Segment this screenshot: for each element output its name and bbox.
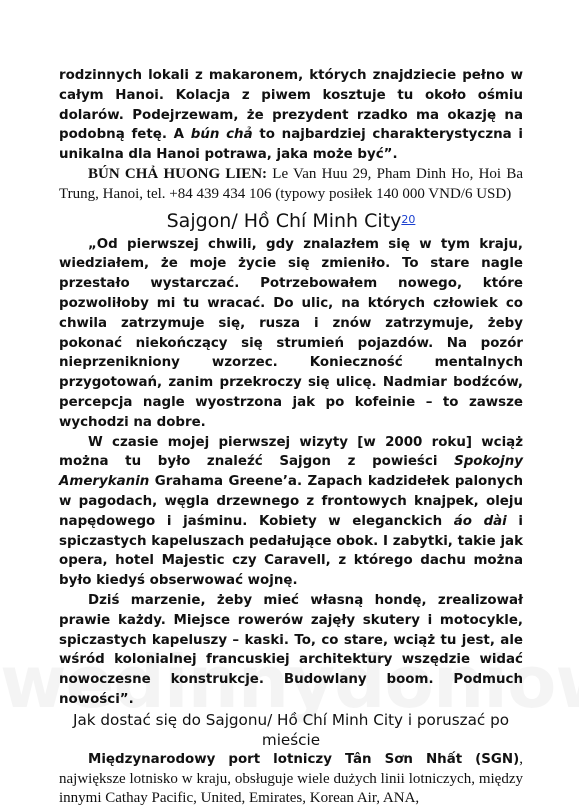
paragraph-top bbox=[59, 66, 523, 165]
text-run: , największe lotnisko w kraju, obsługuje wiele dużych linii lotniczych, między innymi Cathay Pacific, United, Emirates, Korean Air, ANA, bbox=[59, 750, 523, 807]
restaurant-entry bbox=[59, 165, 523, 205]
text-run: Grahama Greene’a. Zapach kadzidełek palonych w pagodach, węgla drzewnego z frontowych knajpek, oleju napędowego i jaśminu. Kobiety w eleganckich bbox=[59, 474, 523, 529]
airport-paragraph bbox=[59, 750, 523, 809]
restaurant-name: BÚN CHẢ HUONG LIEN: bbox=[88, 165, 268, 182]
text-run: W czasie mojej pierwszej wizyty [w 2000 roku] wciąż można tu było znaleźć Sajgon z powieści bbox=[59, 434, 523, 470]
quote-paragraph-2 bbox=[59, 433, 523, 591]
footnote-link[interactable]: 20 bbox=[401, 212, 416, 226]
quote-paragraph-1: „Od pierwszej chwili, gdy znalazłem się w tym kraju, wiedziałem, że moje życie się zmieniło. To stare nagle przestało wystarczać. Potrzebowałem nowego, które pozwoliłoby mi tu wracać. Do ulic, na których człowiek co chwila zatrzymuje się, rusza i znów zatrzymuje, żeby pokonać niekończący się strumień pojazdów. Na pozór nieprzenikniony wzorzec. Konieczność mentalnych przygotowań, zanim przekroczy się ulicę. Nadmiar bodźców, percepcja nagle wyostrzona jak po kofeinie – to zawsze wychodzi na dobre. bbox=[59, 236, 523, 430]
airport-name: Międzynarodowy port lotniczy Tân Sơn Nhất bbox=[88, 751, 463, 767]
section-heading bbox=[59, 208, 523, 235]
subheading: Jak dostać się do Sajgonu/ Hồ Chí Minh City i poruszać po mieście bbox=[72, 710, 510, 749]
restaurant-details: Le Van Huu 29, Pham Dinh Ho, Hoi Ba Trung, Hanoi, tel. +84 439 434 106 (typowy posiłek 140 000 VND/6 USD) bbox=[59, 165, 523, 202]
airport-code: (SGN) bbox=[462, 751, 520, 767]
heading-text: Sajgon/ Hồ Chí Minh City bbox=[166, 209, 402, 232]
text-run: rodzinnych lokali z makaronem, których znajdziecie pełno w całym Hanoi. Kolacja z piwem kosztuje tu około ośmiu dolarów. Podejrzewam, że prezydent rzadko ma okazję na podobną fetę. A bbox=[59, 68, 523, 143]
text-run: i spiczastych kapeluszach pedałujące obok. I zabytki, takie jak opera, hotel Majestic czy Caravell, z którego dachu można było kiedyś obserwować wojnę. bbox=[59, 513, 523, 589]
italic-term: bún chả bbox=[190, 127, 253, 143]
text-column bbox=[59, 66, 523, 809]
italic-term: áo dài bbox=[453, 513, 507, 529]
book-title: Spokojny Amerykanin bbox=[59, 454, 523, 490]
text-run: to najbardziej charakterystyczna i unikalna dla Hanoi potrawa, jaka może być”. bbox=[59, 127, 523, 163]
quote-paragraph-3: Dziś marzenie, żeby mieć własną hondę, zrealizował prawie każdy. Miejsce rowerów zajęły skutery i motocykle, spiczastych kapeluszy – kaski. To, co stare, wciąż tu jest, ale wśród kolonialnej francuskiej architektury wszędzie widać nowoczesne konstrukcje. Budowlany boom. Podmuch nowości”. bbox=[59, 592, 523, 707]
